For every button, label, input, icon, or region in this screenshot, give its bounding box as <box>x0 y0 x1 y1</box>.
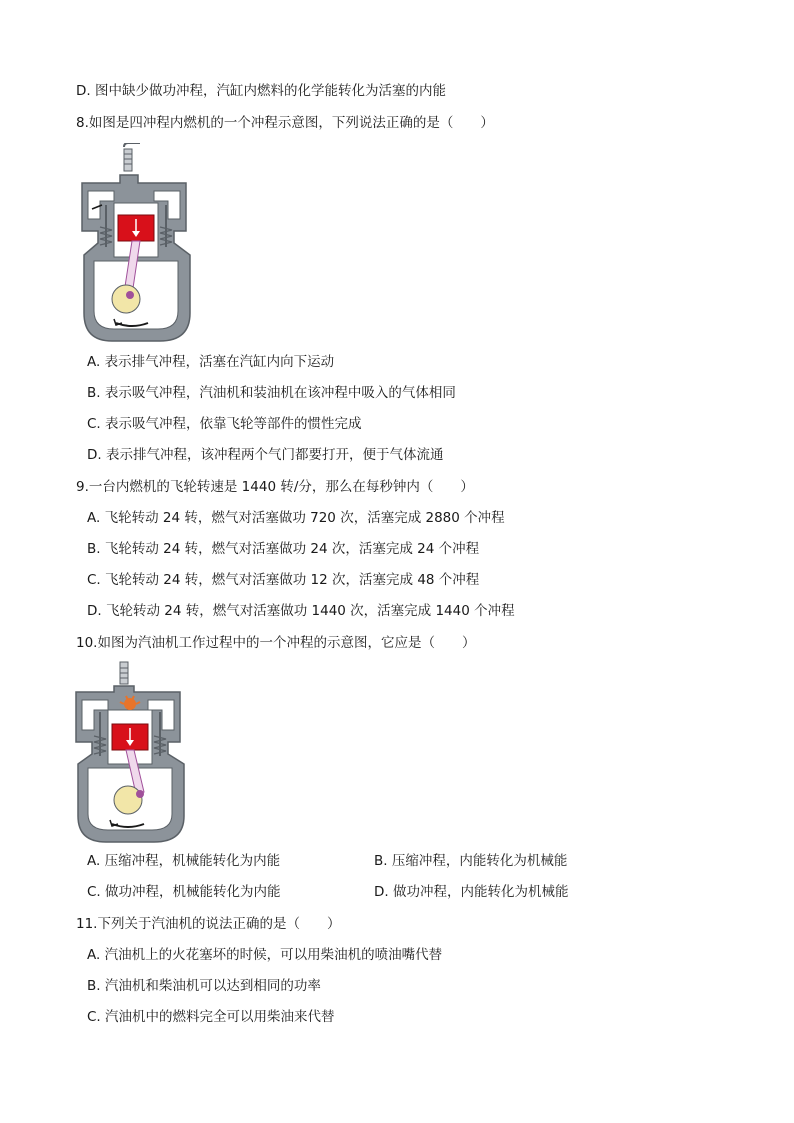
engine-diagram-q10 <box>74 660 186 844</box>
q10-option-b[interactable]: B. 压缩冲程，内能转化为机械能 <box>374 853 568 869</box>
q9-option-b[interactable]: B. 飞轮转动 24 转，燃气对活塞做功 24 次，活塞完成 24 个冲程 <box>87 541 480 557</box>
q9-option-a[interactable]: A. 飞轮转动 24 转，燃气对活塞做功 720 次，活塞完成 2880 个冲程 <box>87 510 505 526</box>
q10-option-a[interactable]: A. 压缩冲程，机械能转化为内能 <box>87 853 281 869</box>
q11-option-c[interactable]: C. 汽油机中的燃料完全可以用柴油来代替 <box>87 1009 335 1025</box>
q7-option-d: D. 图中缺少做功冲程，汽缸内燃料的化学能转化为活塞的内能 <box>76 83 446 99</box>
crankshaft <box>114 786 142 814</box>
q9-stem: 9.一台内燃机的飞轮转速是 1440 转/分，那么在每秒钟内（ ） <box>76 479 474 495</box>
spark-plug-icon <box>120 662 128 684</box>
q11-stem: 11.下列关于汽油机的说法正确的是（ ） <box>76 916 341 932</box>
engine-diagram-q8 <box>80 143 192 343</box>
crankshaft <box>112 285 140 313</box>
q10-option-c[interactable]: C. 做功冲程，机械能转化为内能 <box>87 884 281 900</box>
q8-option-b[interactable]: B. 表示吸气冲程，汽油机和装油机在该冲程中吸入的气体相同 <box>87 385 456 401</box>
q8-option-c[interactable]: C. 表示吸气冲程，依靠飞轮等部件的惯性完成 <box>87 416 362 432</box>
q9-option-d[interactable]: D. 飞轮转动 24 转，燃气对活塞做功 1440 次，活塞完成 1440 个冲程 <box>87 603 515 619</box>
q11-option-b[interactable]: B. 汽油机和柴油机可以达到相同的功率 <box>87 978 321 994</box>
spark-plug-icon <box>124 143 140 171</box>
q8-option-a[interactable]: A. 表示排气冲程，活塞在汽缸内向下运动 <box>87 354 335 370</box>
q10-option-d[interactable]: D. 做功冲程，内能转化为机械能 <box>374 884 569 900</box>
q11-option-a[interactable]: A. 汽油机上的火花塞坏的时候，可以用柴油机的喷油嘴代替 <box>87 947 443 963</box>
q8-option-d[interactable]: D. 表示排气冲程，该冲程两个气门都要打开，便于气体流通 <box>87 447 444 463</box>
q10-stem: 10.如图为汽油机工作过程中的一个冲程的示意图，它应是（ ） <box>76 635 476 651</box>
q9-option-c[interactable]: C. 飞轮转动 24 转，燃气对活塞做功 12 次，活塞完成 48 个冲程 <box>87 572 480 588</box>
q8-stem: 8.如图是四冲程内燃机的一个冲程示意图，下列说法正确的是（ ） <box>76 115 494 131</box>
